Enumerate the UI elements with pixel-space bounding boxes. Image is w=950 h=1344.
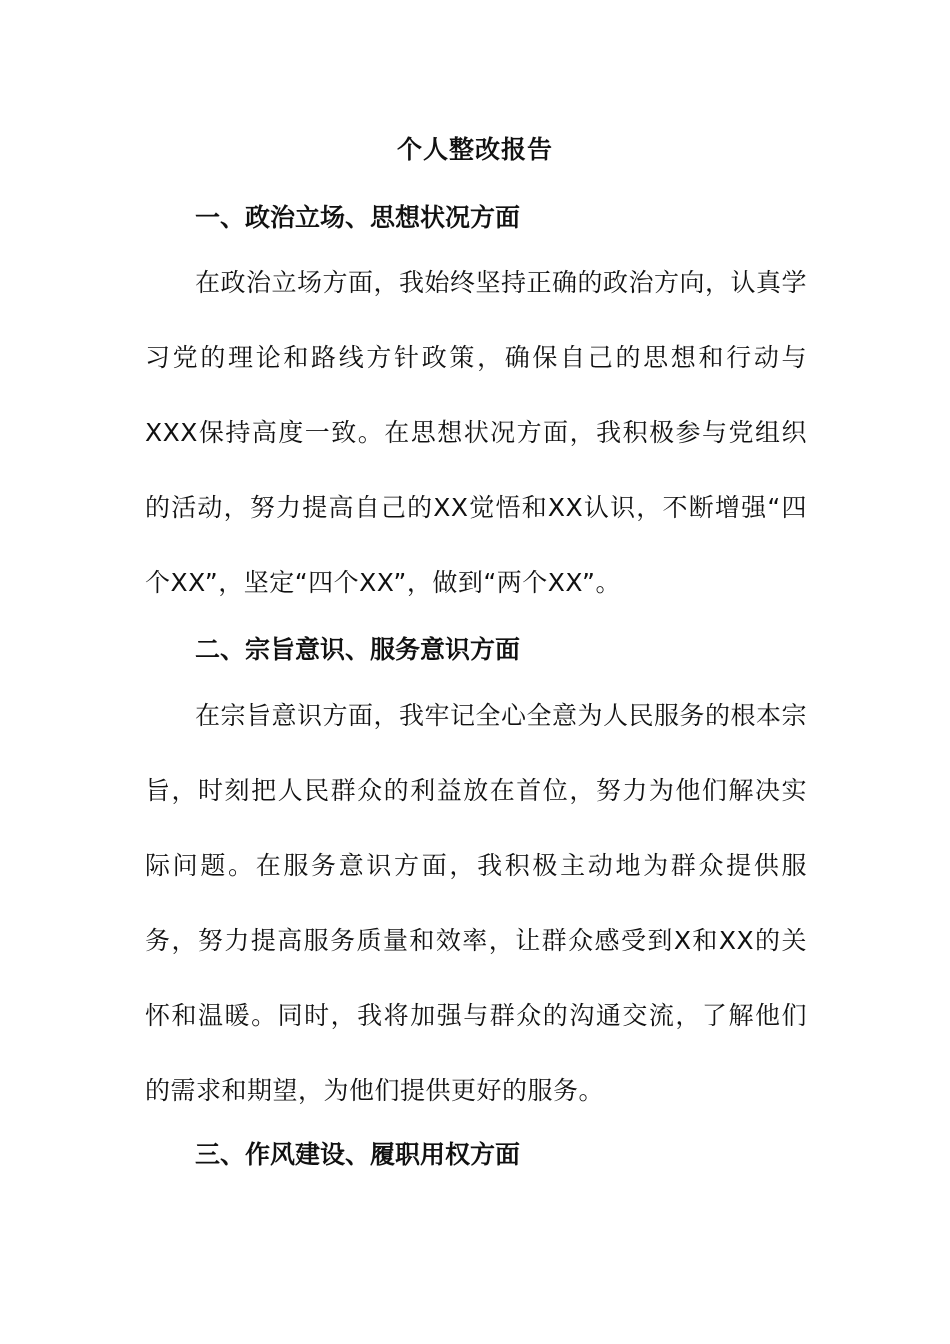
section-heading-1: 一、政治立场、思想状况方面 — [195, 203, 521, 232]
document-title: 个人整改报告 — [396, 135, 553, 164]
section-heading-3: 三、作风建设、履职用权方面 — [195, 1140, 521, 1169]
section-paragraph-2: 在宗旨意识方面，我牢记全心全意为人民服务的根本宗旨，时刻把人民群众的利益放在首位，努力为他们解决实际问题。在服务意识方面，我积极主动地为群众提供服务，努力提高服务质量和效率，让群众感受到X和XX的关怀和温暖。同时，我将加强与群众的沟通交流，了解他们的需求和期望，为他们提供更好的服务。 — [145, 701, 808, 1105]
section-heading-2: 二、宗旨意识、服务意识方面 — [195, 635, 521, 664]
section-paragraph-1: 在政治立场方面，我始终坚持正确的政治方向，认真学习党的理论和路线方针政策，确保自己的思想和行动与XXX保持高度一致。在思想状况方面，我积极参与党组织的活动，努力提高自己的XX觉悟和XX认识，不断增强“四个XX”，坚定“四个XX”，做到“两个XX”。 — [145, 268, 808, 597]
